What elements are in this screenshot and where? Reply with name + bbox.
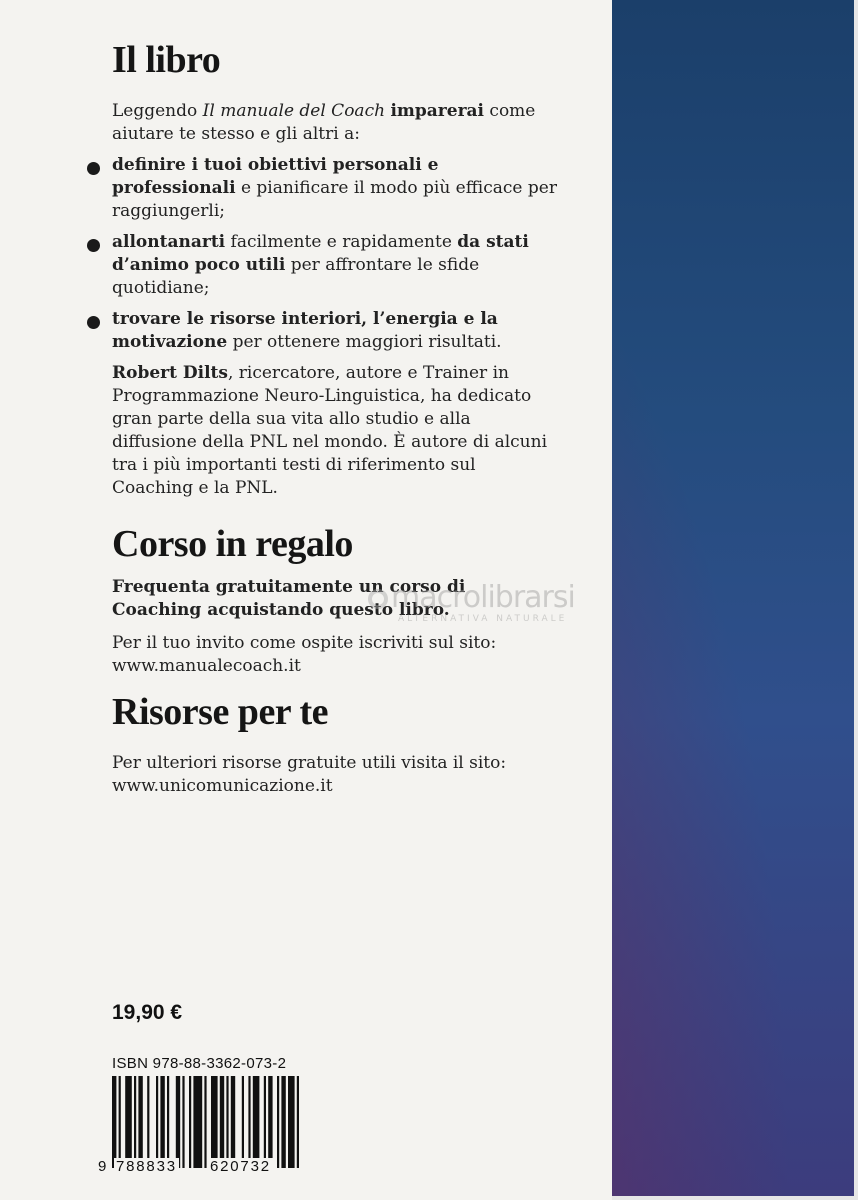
barcode-bar [242,1076,244,1168]
section-title-libro: Il libro [112,39,221,81]
barcode-digits-left: 788833 [116,1158,177,1175]
resources-paragraph [112,752,560,798]
author-bio [112,362,560,500]
barcode-bar [264,1076,266,1168]
bullet-icon [87,162,100,175]
resources-url: www.unicomunicazione.it [112,776,333,796]
barcode-bar [156,1076,158,1168]
isbn-label: ISBN 978-88-3362-073-2 [112,1055,287,1072]
barcode-bar [231,1076,235,1168]
barcode-bar [112,1076,116,1168]
bullet-icon [87,316,100,329]
bullet-bold: definire i tuoi obiettivi personali e professionali [112,155,439,198]
author-name: Robert Dilts [112,363,228,383]
benefit-list [112,154,560,354]
course-invite [112,632,560,678]
barcode-bar [134,1076,136,1168]
barcode-bar [281,1076,285,1168]
barcode [98,1076,308,1176]
bullet-text: per affrontare le sfide quotidiane; [112,255,480,298]
bullet-bold: trovare le risorse interiori, l’energia e la motivazione [112,309,498,352]
barcode-bar [277,1076,279,1168]
barcode-digits [98,1158,308,1176]
barcode-bar [182,1076,184,1168]
barcode-digit-first: 9 [98,1158,107,1175]
barcode-bars [98,1076,308,1168]
barcode-bar [211,1076,218,1168]
watermark-name [368,582,618,614]
list-item [112,154,560,223]
barcode-bar [253,1076,260,1168]
barcode-bar [288,1076,295,1168]
barcode-digits-right: 620732 [210,1158,271,1175]
barcode-bar [220,1076,224,1168]
barcode-bar [204,1076,206,1168]
book-title: Il manuale del Coach [202,101,386,121]
bullet-bold: da stati d’animo poco utili [112,232,529,275]
barcode-bar [119,1076,121,1168]
section-title-risorse: Risorse per te [112,691,329,733]
watermark-name-text: macrolibrarsi [391,580,575,615]
barcode-bar [167,1076,169,1168]
course-url: www.manualecoach.it [112,656,301,676]
course-promo: Frequenta gratuitamente un corso di Coaching acquistando questo libro. [112,577,466,620]
intro-pre: Leggendo [112,101,203,121]
watermark-tagline: ALTERNATIVA NATURALE [398,614,568,624]
barcode-bar [176,1076,180,1168]
bullet-text: facilmente e rapidamente [225,232,458,252]
bullet-bold: allontanarti [112,232,226,252]
barcode-bar [268,1076,272,1168]
bullet-icon [87,239,100,252]
barcode-bar [138,1076,142,1168]
barcode-bar [248,1076,250,1168]
intro-paragraph [112,100,560,146]
list-item [112,308,560,354]
barcode-bar [226,1076,228,1168]
barcode-bar [297,1076,299,1168]
barcode-bar [125,1076,132,1168]
course-invite-text: Per il tuo invito come ospite iscriviti sul sito: [112,633,497,653]
intro-post: come aiutare te stesso e gli altri a: [112,101,536,144]
barcode-bar [193,1076,202,1168]
barcode-bar [147,1076,149,1168]
section-title-corso: Corso in regalo [112,523,353,565]
barcode-bar [160,1076,164,1168]
watermark-logo [368,582,618,624]
bullet-text: per ottenere maggiori risultati. [227,332,502,352]
list-item [112,231,560,300]
intro-bold: imparerai [390,101,485,121]
bullet-text: e pianificare il modo più efficace per raggiungerli; [112,178,557,221]
barcode-bar [189,1076,191,1168]
content [112,38,560,798]
price: 19,90 € [112,1001,183,1024]
resources-text: Per ulteriori risorse gratuite utili visita il sito: [112,753,507,773]
author-bio-text: , ricercatore, autore e Trainer in Programmazione Neuro-Linguistica, ha dedicato gran parte della sua vita allo studio e alla diffusione della PNL nel mondo. È autore di alcuni tra i più importanti testi di riferimento sul Coaching e la PNL. [112,363,548,498]
logo-ring-icon [368,589,388,609]
